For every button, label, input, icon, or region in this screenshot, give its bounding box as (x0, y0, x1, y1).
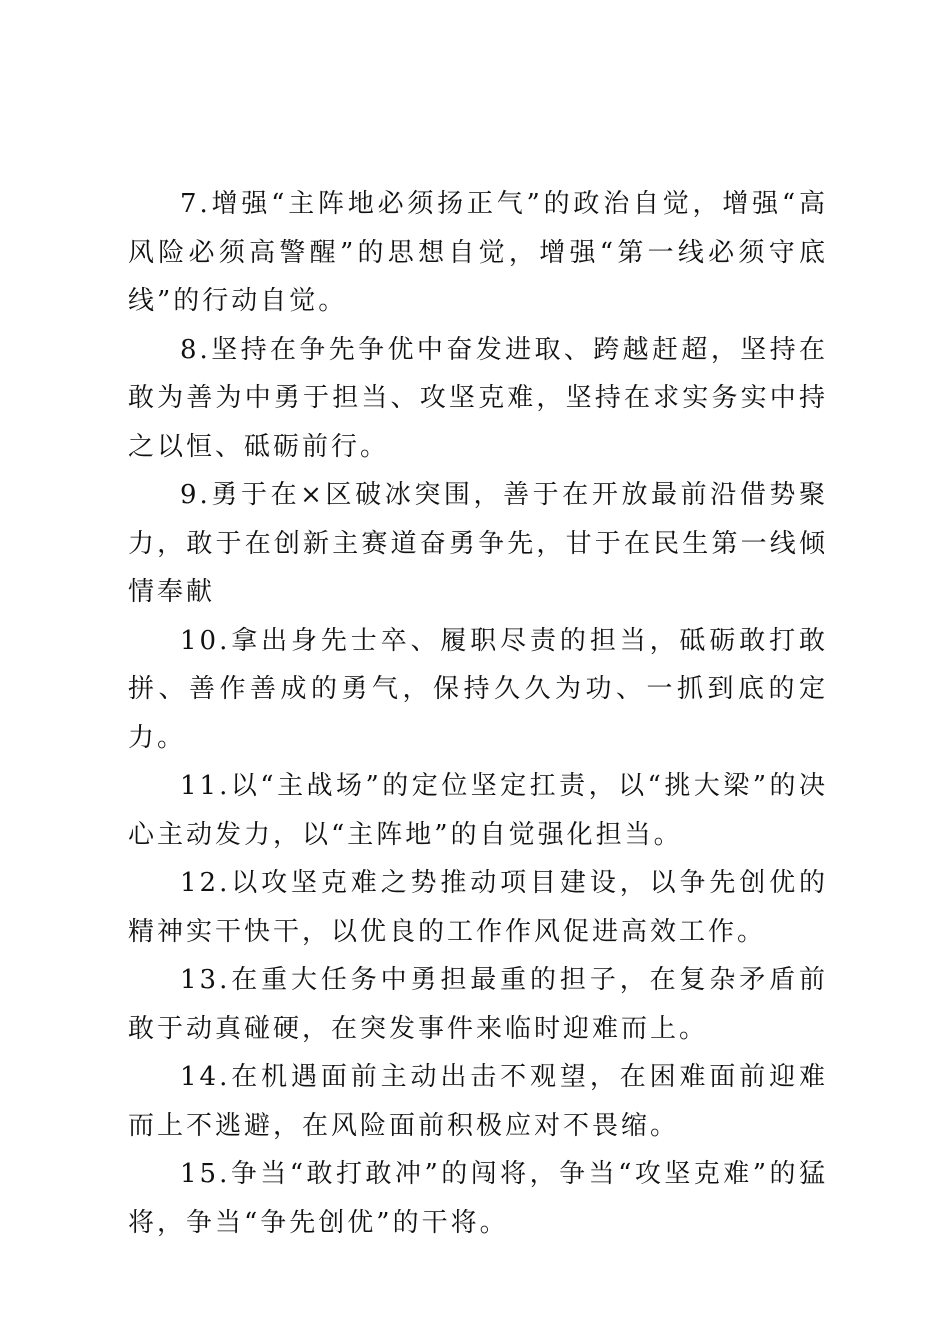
paragraph-7: 7.增强“主阵地必须扬正气”的政治自觉，增强“高风险必须高警醒”的思想自觉，增强“第一线必须守底线”的行动自觉。 (128, 189, 828, 316)
paragraph-9: 9.勇于在×区破冰突围，善于在开放最前沿借势聚力，敢于在创新主赛道奋勇争先，甘于在民生第一线倾情奉献 (128, 480, 828, 607)
paragraph-14: 14.在机遇面前主动出击不观望，在困难面前迎难而上不逃避，在风险面前积极应对不畏缩。 (128, 1062, 828, 1141)
paragraph-11: 11.以“主战场”的定位坚定扛责，以“挑大梁”的决心主动发力，以“主阵地”的自觉强化担当。 (128, 771, 828, 850)
paragraph-12: 12.以攻坚克难之势推动项目建设，以争先创优的精神实干快干，以优良的工作作风促进高效工作。 (128, 868, 828, 947)
paragraph-15: 15.争当“敢打敢冲”的闯将，争当“攻坚克难”的猛将，争当“争先创优”的干将。 (128, 1159, 828, 1238)
paragraph-13: 13.在重大任务中勇担最重的担子，在复杂矛盾前敢于动真碰硬，在突发事件来临时迎难而上。 (128, 965, 828, 1044)
document-body (128, 180, 828, 1247)
paragraph-10: 10.拿出身先士卒、履职尽责的担当，砥砺敢打敢拼、善作善成的勇气，保持久久为功、一抓到底的定力。 (128, 625, 828, 753)
paragraph-8: 8.坚持在争先争优中奋发进取、跨越赶超，坚持在敢为善为中勇于担当、攻坚克难，坚持在求实务实中持之以恒、砥砺前行。 (128, 334, 828, 462)
